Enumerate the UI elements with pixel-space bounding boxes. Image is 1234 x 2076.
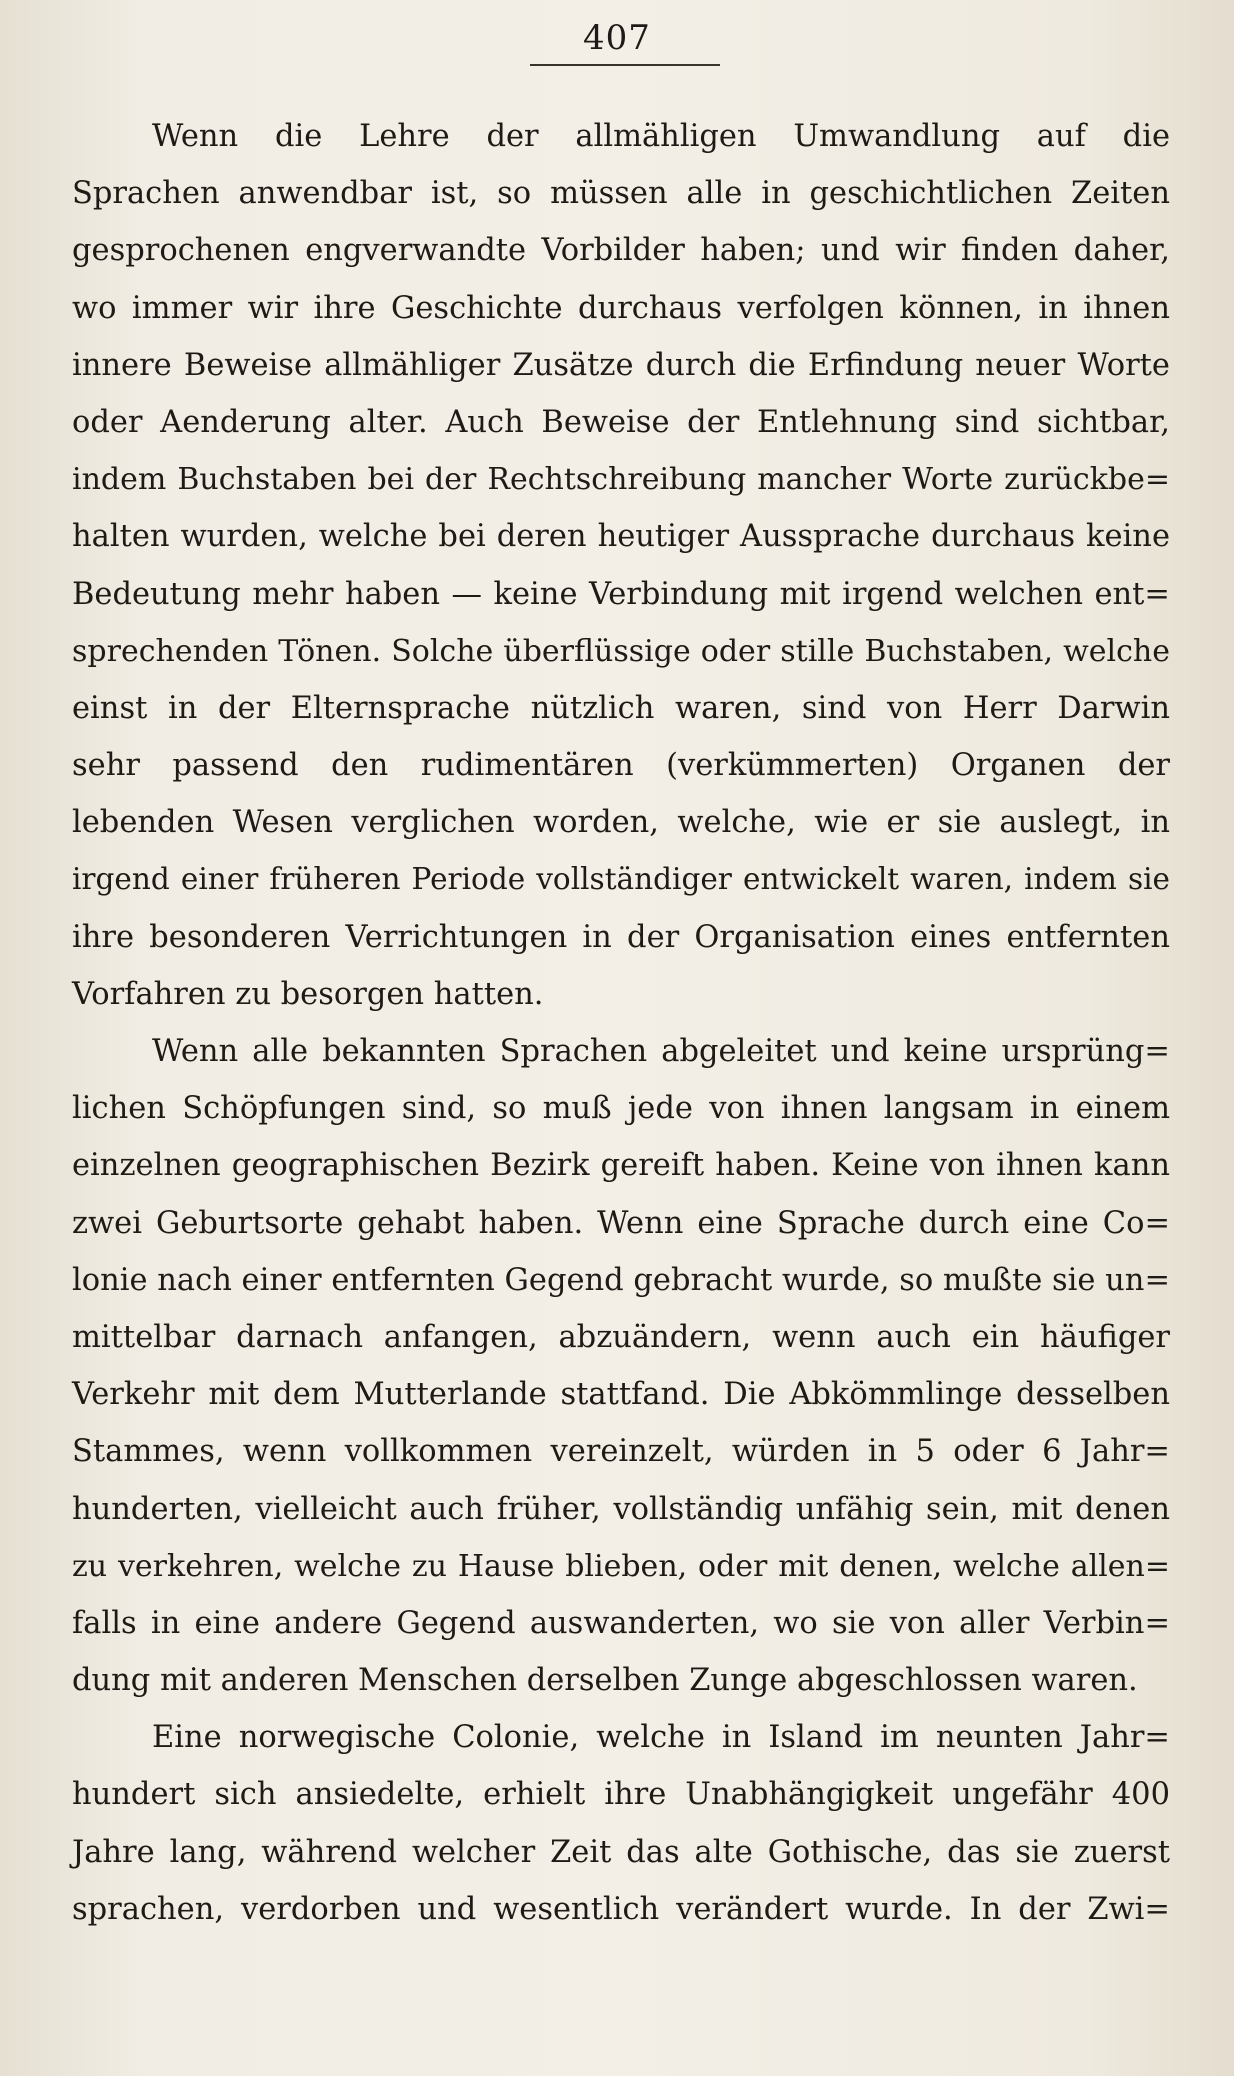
text-line: innere Beweise allmähliger Zusätze durch die Erfindung neuer Worte (72, 347, 1170, 383)
text-line: einst in der Elternsprache nützlich waren, sind von Herr Darwin (72, 690, 1170, 726)
text-line: Stammes, wenn vollkommen vereinzelt, würden in 5 oder 6 Jahr= (72, 1434, 1170, 1470)
text-line: Eine norwegische Colonie, welche in Island im neunten Jahr= (152, 1720, 1170, 1756)
text-line: sehr passend den rudimentären (verkümmerten) Organen der (72, 748, 1170, 784)
text-line: einzelnen geographischen Bezirk gereift haben. Keine von ihnen kann (72, 1148, 1170, 1184)
text-line: mittelbar darnach anfangen, abzuändern, wenn auch ein häufiger (72, 1319, 1170, 1355)
header-rule (530, 64, 720, 66)
text-line: Wenn die Lehre der allmähligen Umwandlung auf die (152, 119, 1170, 154)
text-line: Vorfahren zu besorgen hatten. (72, 976, 544, 1012)
text-line: Wenn alle bekannten Sprachen abgeleitet und keine ursprüng= (152, 1034, 1170, 1069)
paragraph-1 (72, 108, 1170, 1023)
text-line: sprachen, verdorben und wesentlich verändert wurde. In der Zwi= (72, 1891, 1170, 1927)
text-line: falls in eine andere Gegend auswanderten, wo sie von aller Verbin= (72, 1605, 1170, 1641)
text-line: wo immer wir ihre Geschichte durchaus verfolgen können, in ihnen (72, 290, 1170, 326)
text-line: indem Buchstaben bei der Rechtschreibung mancher Worte zurückbe= (72, 462, 1170, 498)
text-line: lichen Schöpfungen sind, so muß jede von ihnen langsam in einem (72, 1091, 1170, 1127)
page-number: 407 (583, 18, 651, 58)
text-line: dung mit anderen Menschen derselben Zunge abgeschlossen waren. (72, 1663, 1138, 1699)
text-line: lonie nach einer entfernten Gegend gebracht wurde, so mußte sie un= (72, 1262, 1170, 1298)
text-line: Bedeutung mehr haben — keine Verbindung mit irgend welchen ent= (72, 576, 1170, 612)
text-line: sprechenden Tönen. Solche überflüssige oder stille Buchstaben, welche (72, 633, 1170, 669)
text-line: Verkehr mit dem Mutterlande stattfand. Die Abkömmlinge desselben (72, 1377, 1170, 1413)
text-line: Sprachen anwendbar ist, so müssen alle in geschichtlichen Zeiten (72, 176, 1170, 212)
body-text (72, 108, 1170, 1938)
paragraph-3 (72, 1709, 1170, 1938)
paragraph-2 (72, 1023, 1170, 1709)
text-line: hunderten, vielleicht auch früher, vollständig unfähig sein, mit denen (72, 1491, 1170, 1527)
text-line: halten wurden, welche bei deren heutiger Aussprache durchaus keine (72, 519, 1170, 555)
text-line: zwei Geburtsorte gehabt haben. Wenn eine Sprache durch eine Co= (72, 1205, 1170, 1241)
text-line: lebenden Wesen verglichen worden, welche, wie er sie auslegt, in (72, 805, 1170, 841)
text-line: Jahre lang, während welcher Zeit das alte Gothische, das sie zuerst (72, 1834, 1170, 1870)
text-line: oder Aenderung alter. Auch Beweise der Entlehnung sind sichtbar, (72, 404, 1170, 440)
text-line: ihre besonderen Verrichtungen in der Organisation eines entfernten (72, 919, 1170, 955)
text-line: zu verkehren, welche zu Hause blieben, oder mit denen, welche allen= (72, 1548, 1170, 1584)
text-line: irgend einer früheren Periode vollständiger entwickelt waren, indem sie (72, 862, 1170, 897)
text-line: gesprochenen engverwandte Vorbilder haben; und wir finden daher, (72, 233, 1170, 269)
text-line: hundert sich ansiedelte, erhielt ihre Unabhängigkeit ungefähr 400 (72, 1777, 1170, 1813)
